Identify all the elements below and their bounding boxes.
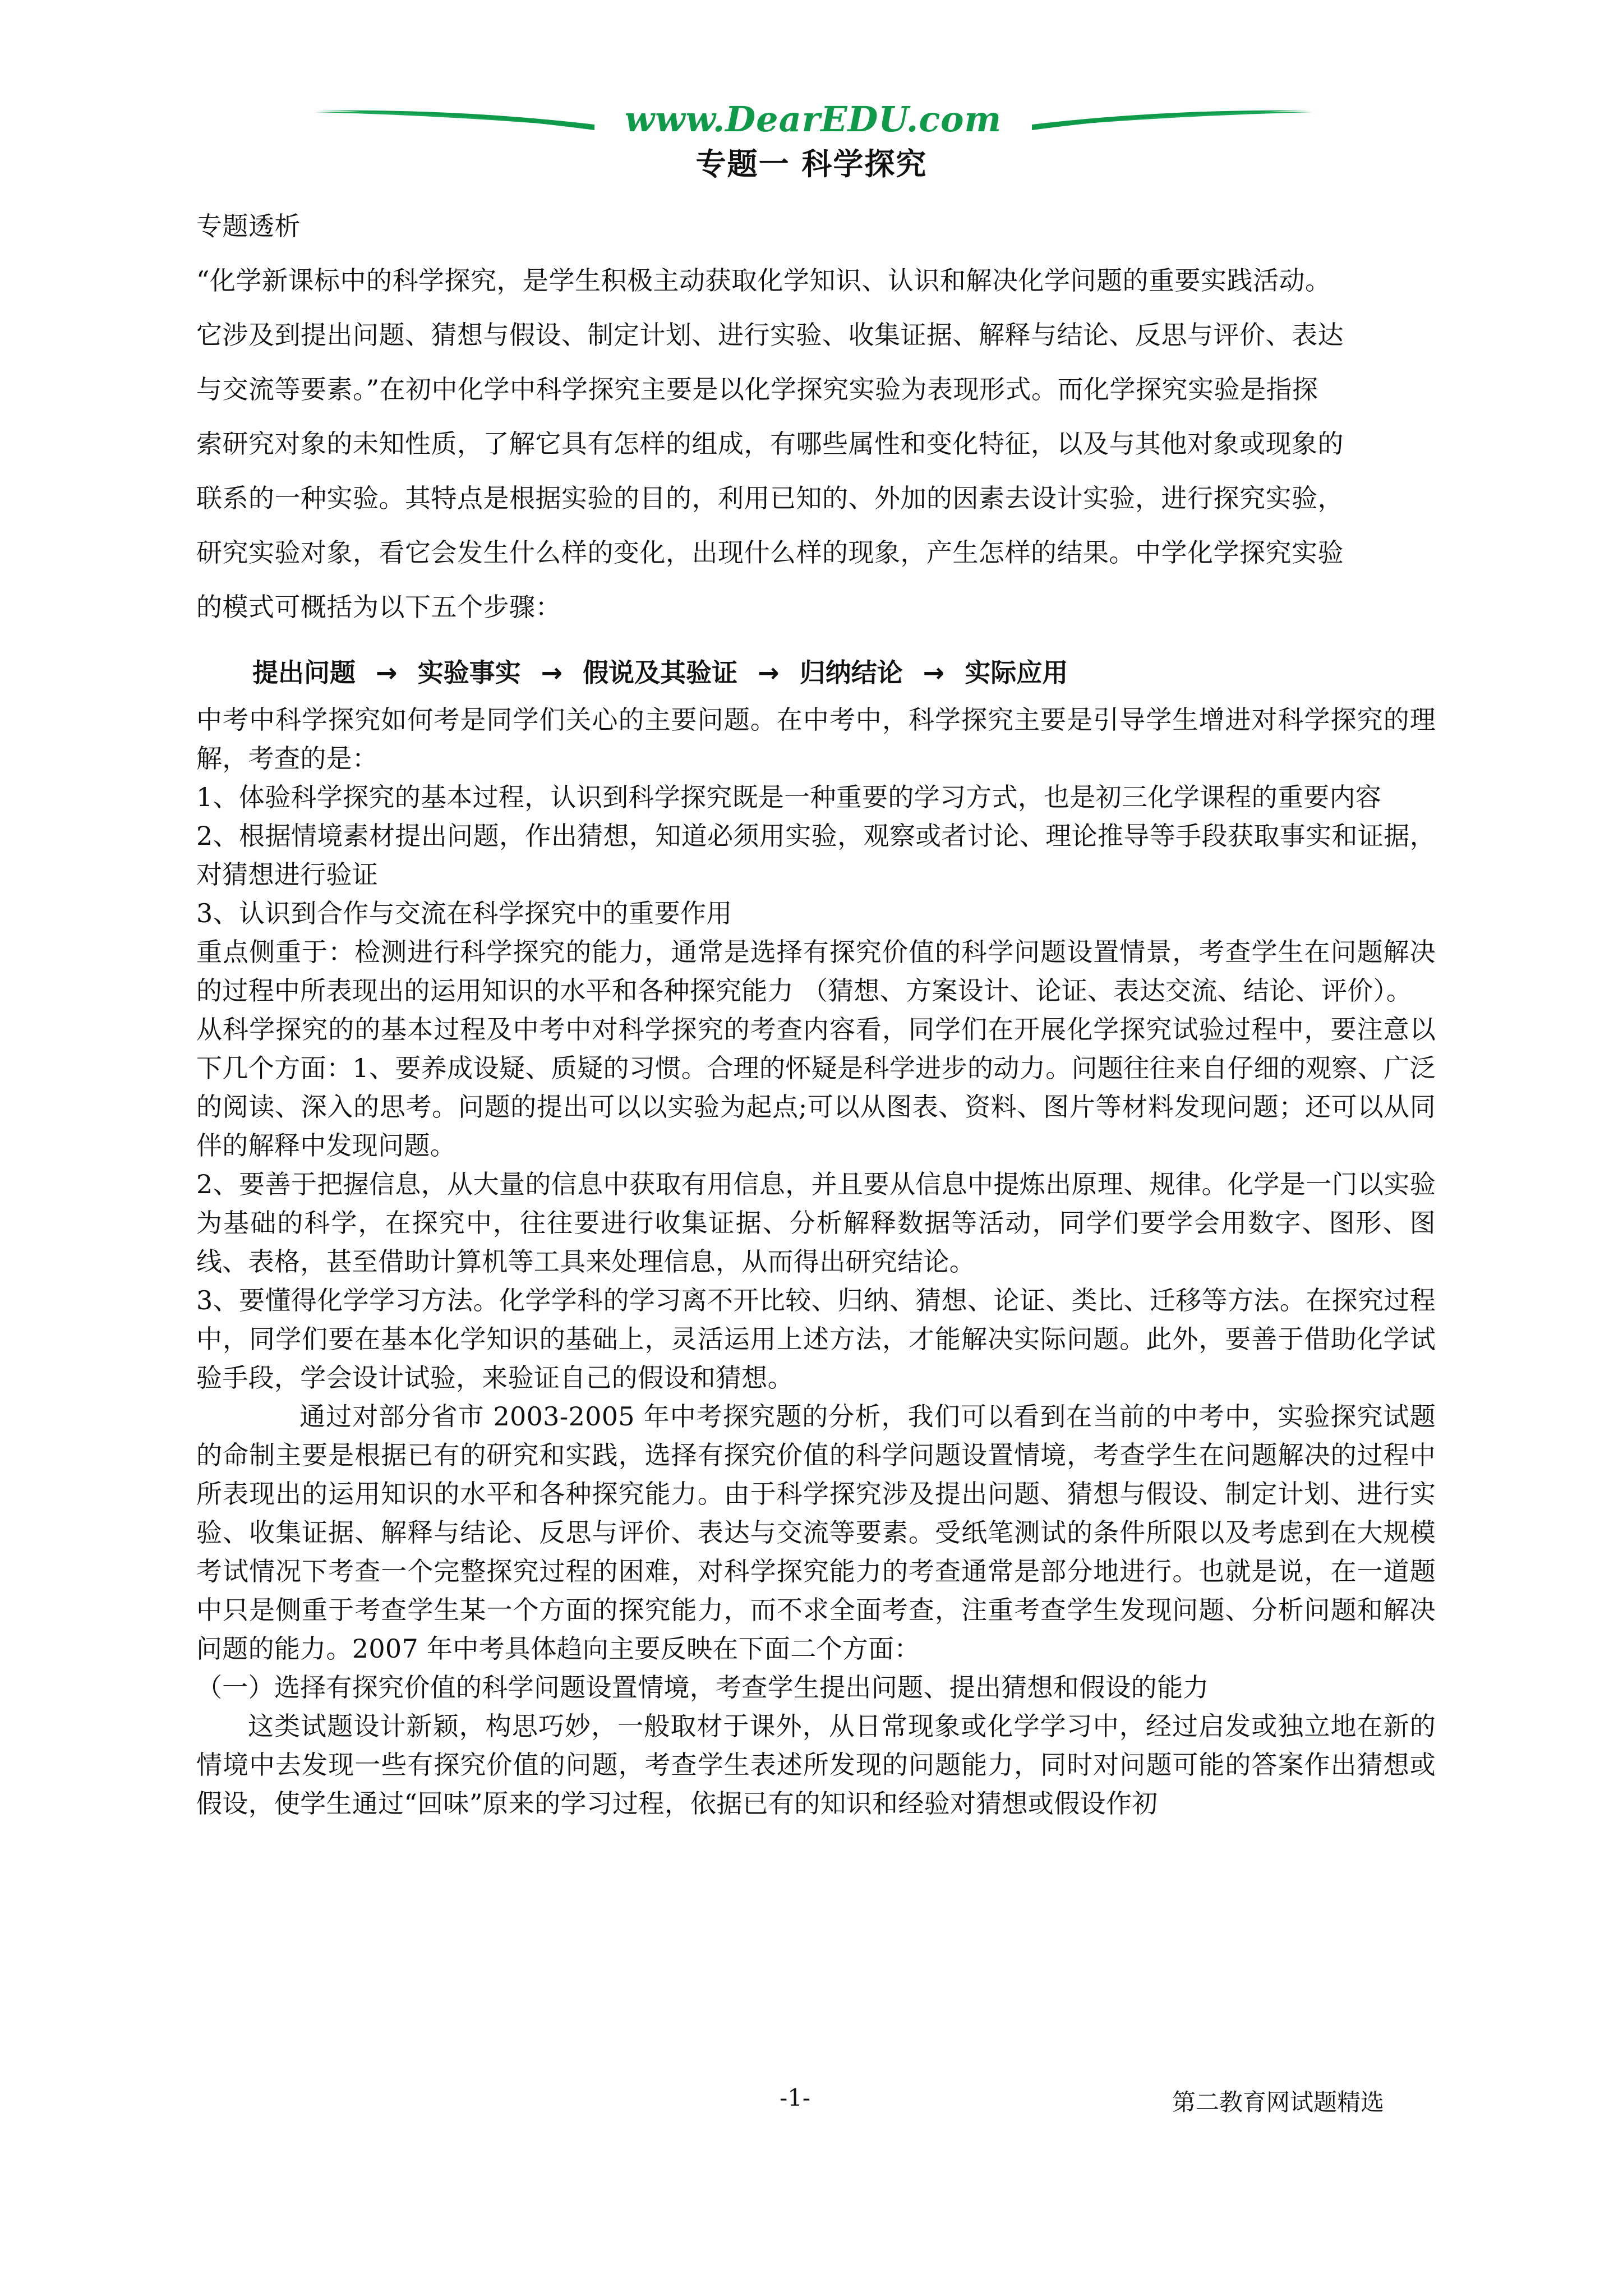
flow-step: 归纳结论 bbox=[799, 657, 903, 688]
body-paragraph: 3、要懂得化学学习方法。化学学科的学习离不开比较、归纳、猜想、论证、类比、迁移等方法。在探究过程中，同学们要在基本化学知识的基础上，灵活运用上述方法，才能解决实际问题。此外，要善于借助化学试验手段，学会设计试验，来验证自己的假设和猜想。 bbox=[196, 1285, 1436, 1393]
body-paragraph: 重点侧重于：检测进行科学探究的能力，通常是选择有探究价值的科学问题设置情景，考查学生在问题解决的过程中所表现出的运用知识的水平和各种探究能力 （猜想、方案设计、论证、表达交流、结论、评价）。 bbox=[196, 937, 1436, 1006]
flow-step: 假说及其验证 bbox=[583, 657, 738, 688]
body-paragraph: 这类试题设计新颖，构思巧妙，一般取材于课外，从日常现象或化学学习中，经过启发或独立地在新的情境中去发现一些有探究价值的问题，考查学生表述所发现的问题能力，同时对问题可能的答案作出猜想或假设，使学生通过“回味”原来的学习过程，依据已有的知识和经验对猜想或假设作初 bbox=[196, 1711, 1436, 1819]
flow-step: 实际应用 bbox=[965, 657, 1068, 688]
flow-arrow-icon: → bbox=[376, 657, 398, 688]
body-paragraph: 2、要善于把握信息，从大量的信息中获取有用信息，并且要从信息中提炼出原理、规律。化学是一门以实验为基础的科学，在探究中，往往要进行收集证据、分析解释数据等活动，同学们要学会用数字、图形、图线、表格，甚至借助计算机等工具来处理信息，从而得出研究结论。 bbox=[196, 1169, 1436, 1277]
inquiry-steps-flow bbox=[196, 645, 1436, 701]
intro-line: 与交流等要素。”在初中化学中科学探究主要是以化学探究实验为表现形式。而化学探究实验是指探 bbox=[196, 374, 1318, 404]
list-item: 1、体验科学探究的基本过程，认识到科学探究既是一种重要的学习方式，也是初三化学课程的重要内容 bbox=[196, 782, 1382, 812]
flow-arrow-icon: → bbox=[758, 657, 780, 688]
intro-line: “化学新课标中的科学探究，是学生积极主动获取化学知识、认识和解决化学问题的重要实践活动。 bbox=[196, 265, 1331, 296]
intro-line: 的模式可概括为以下五个步骤： bbox=[196, 592, 561, 622]
intro-line: 研究实验对象，看它会发生什么样的变化，出现什么样的现象，产生怎样的结果。中学化学探究实验 bbox=[196, 537, 1344, 568]
intro-line: 联系的一种实验。其特点是根据实验的目的，利用已知的、外加的因素去设计实验，进行探究实验， bbox=[196, 483, 1344, 513]
footer-site-label: 第二教育网试题精选 bbox=[1172, 2088, 1385, 2116]
flow-step: 实验事实 bbox=[417, 657, 521, 688]
page-title: 专题一 科学探究 bbox=[695, 146, 928, 182]
flow-arrow-icon: → bbox=[541, 657, 563, 688]
body-paragraph: 中考中科学探究如何考是同学们关心的主要问题。在中考中，科学探究主要是引导学生增进对科学探究的理解，考查的是： bbox=[196, 705, 1436, 774]
site-name: www.DearEDU.com bbox=[624, 99, 1002, 140]
body-paragraph: 从科学探究的的基本过程及中考中对科学探究的考查内容看，同学们在开展化学探究试验过程中，要注意以下几个方面：1、要养成设疑、质疑的习惯。合理的怀疑是科学进步的动力。问题往往来自仔细的观察、广泛的阅读、深入的思考。问题的提出可以以实验为起点;可以从图表、资料、图片等材料发现问题；还可以从同伴的解释中发现问题。 bbox=[196, 1014, 1436, 1161]
intro-line: 它涉及到提出问题、猜想与假设、制定计划、进行实验、收集证据、解释与结论、反思与评价、表达 bbox=[196, 320, 1344, 350]
list-item: 2、根据情境素材提出问题，作出猜想，知道必须用实验，观察或者讨论、理论推导等手段获取事实和证据，对猜想进行验证 bbox=[196, 821, 1436, 890]
document-body bbox=[196, 199, 1436, 1823]
page-number: -1- bbox=[780, 2084, 811, 2111]
subheading: （一）选择有探究价值的科学问题设置情境，考查学生提出问题、提出猜想和假设的能力 bbox=[196, 1672, 1209, 1703]
flow-step: 提出问题 bbox=[252, 657, 356, 688]
intro-line: 索研究对象的未知性质，了解它具有怎样的组成，有哪些属性和变化特征，以及与其他对象或现象的 bbox=[196, 429, 1344, 459]
flow-arrow-icon: → bbox=[923, 657, 945, 688]
list-item: 3、认识到合作与交流在科学探究中的重要作用 bbox=[196, 898, 732, 928]
section-label: 专题透析 bbox=[196, 211, 301, 241]
analysis-paragraph: 通过对部分省市 2003-2005 年中考探究题的分析，我们可以看到在当前的中考中，实验探究试题的命制主要是根据已有的研究和实践，选择有探究价值的科学问题设置情境，考查学生在问题解决的过程中所表现出的运用知识的水平和各种探究能力。由于科学探究涉及提出问题、猜想与假设、制定计划、进行实验、收集证据、解释与结论、反思与评价、表达与交流等要素。受纸笔测试的条件所限以及考虑到在大规模考试情况下考查一个完整探究过程的困难，对科学探究能力的考查通常是部分地进行。也就是说，在一道题中只是侧重于考查学生某一个方面的探究能力，而不求全面考查，注重考查学生发现问题、分析问题和解决问题的能力。2007 年中考具体趋向主要反映在下面二个方面： bbox=[196, 1401, 1436, 1664]
